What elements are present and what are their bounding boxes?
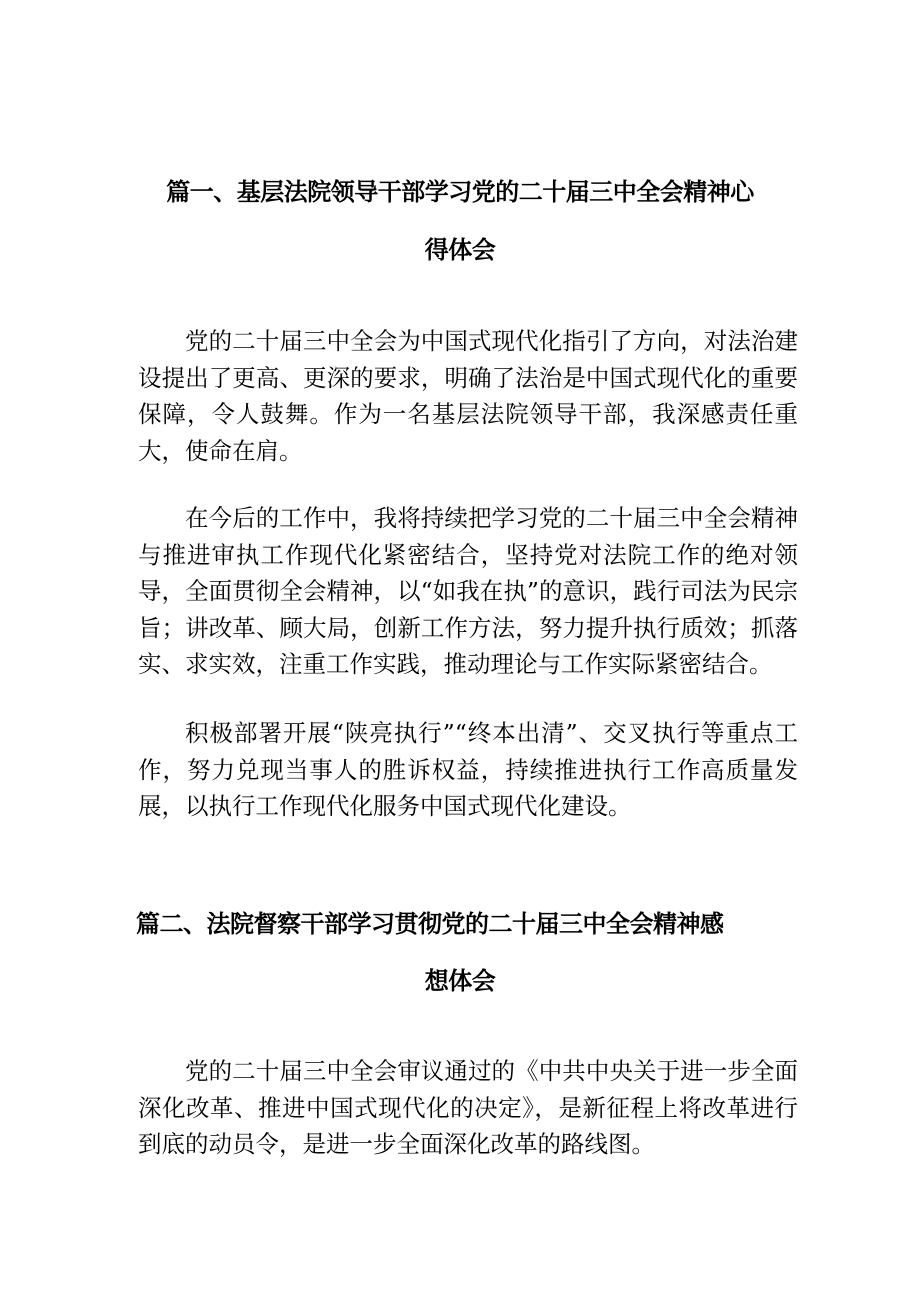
section-2-paragraph-1: 党的二十届三中全会审议通过的《中共中央关于进一步全面深化改革、推进中国式现代化的决定》，是新征程上将改革进行到底的动员令，是进一步全面深化改革的路线图。	[138, 1057, 798, 1159]
section-1-title-line-1: 篇一、基层法院领导干部学习党的二十届三中全会精神心	[166, 178, 754, 206]
section-1-paragraph-2: 在今后的工作中，我将持续把学习党的二十届三中全会精神与推进审执工作现代化紧密结合，坚持党对法院工作的绝对领导，全面贯彻全会精神，以“如我在执”的意识，践行司法为民宗旨；讲改革、顾大局，创新工作方法，努力提升执行质效；抓落实、求实效，注重工作实践，推动理论与工作实际紧密结合。	[138, 504, 798, 679]
section-1-title-line-2: 得体会	[424, 236, 496, 264]
section-1-paragraph-3: 积极部署开展“陕亮执行”“终本出清”、交叉执行等重点工作，努力兑现当事人的胜诉权益，持续推进执行工作高质量发展，以执行工作现代化服务中国式现代化建设。	[138, 719, 798, 821]
section-2-title-line-1: 篇二、法院督察干部学习贯彻党的二十届三中全会精神感	[136, 910, 724, 938]
section-2-title-line-2: 想体会	[424, 967, 496, 995]
section-1-paragraph-1: 党的二十届三中全会为中国式现代化指引了方向，对法治建设提出了更高、更深的要求，明确了法治是中国式现代化的重要保障，令人鼓舞。作为一名基层法院领导干部，我深感责任重大，使命在肩。	[138, 327, 798, 465]
